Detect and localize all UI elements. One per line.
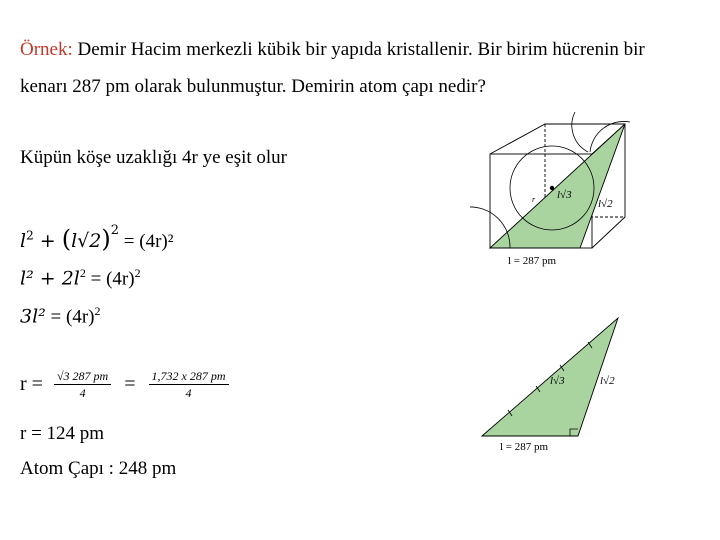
result-diameter: Atom Çapı : 248 pm: [20, 458, 177, 479]
corner-atom-arc-back: [572, 112, 588, 152]
statement: Küpün köşe uzaklığı 4r ye eşit olur: [20, 147, 288, 168]
cube-r-label: r: [532, 195, 536, 204]
cube-face-label: l√2: [598, 198, 613, 210]
equation-2: [20, 267, 141, 290]
center-atom-dot: [550, 186, 554, 190]
equation-2-rhs-exp: 2: [134, 266, 141, 280]
equation-1-rhs: = (4r)²: [123, 231, 174, 252]
equation-3-rhs: = (4r): [45, 306, 95, 328]
tri-face-label: l√2: [600, 375, 615, 387]
equation-1-lhs: $l^2 + (l√2)^2$: [20, 222, 120, 253]
equation-3-rhs-exp: 2: [94, 304, 101, 318]
r-fraction-1: [54, 370, 111, 400]
r-fraction-2-num: 1,732 x 287 pm: [149, 370, 229, 385]
r-formula: [20, 370, 229, 400]
r-fraction-1-num: √3 287 pm: [54, 370, 111, 385]
r-fraction-1-den: 4: [79, 386, 86, 401]
equation-2-rhs: = (4r): [85, 268, 135, 290]
example-label: Örnek:: [20, 39, 73, 60]
equation-3-lhs: 3l²: [20, 305, 46, 328]
r-fraction-2: [149, 370, 229, 400]
bcc-cube-figure: [470, 112, 640, 272]
problem-line-2: kenarı 287 pm olarak bulunmuştur. Demirin atom çapı nedir?: [20, 76, 486, 97]
equation-3: [20, 305, 101, 328]
cube-caption: l = 287 pm: [508, 255, 557, 267]
problem-text-1: Demir Hacim merkezli kübik bir yapıda kristallenir. Bir birim hücrenin bir: [72, 39, 645, 60]
equation-2-exp: 2: [79, 266, 86, 280]
equation-2-lhs: l² + 2l: [20, 267, 80, 290]
problem-line-1: [20, 40, 645, 61]
result-radius: r = 124 pm: [20, 423, 105, 444]
r-formula-label: r =: [20, 372, 43, 395]
triangle-figure: [478, 312, 638, 457]
equation-1: [20, 222, 174, 253]
tri-caption: l = 287 pm: [500, 441, 549, 453]
cube-diag-label: l√3: [557, 189, 572, 201]
r-formula-equals: =: [124, 372, 136, 395]
tri-diag-label: l√3: [550, 375, 565, 387]
r-fraction-2-den: 4: [185, 386, 192, 401]
